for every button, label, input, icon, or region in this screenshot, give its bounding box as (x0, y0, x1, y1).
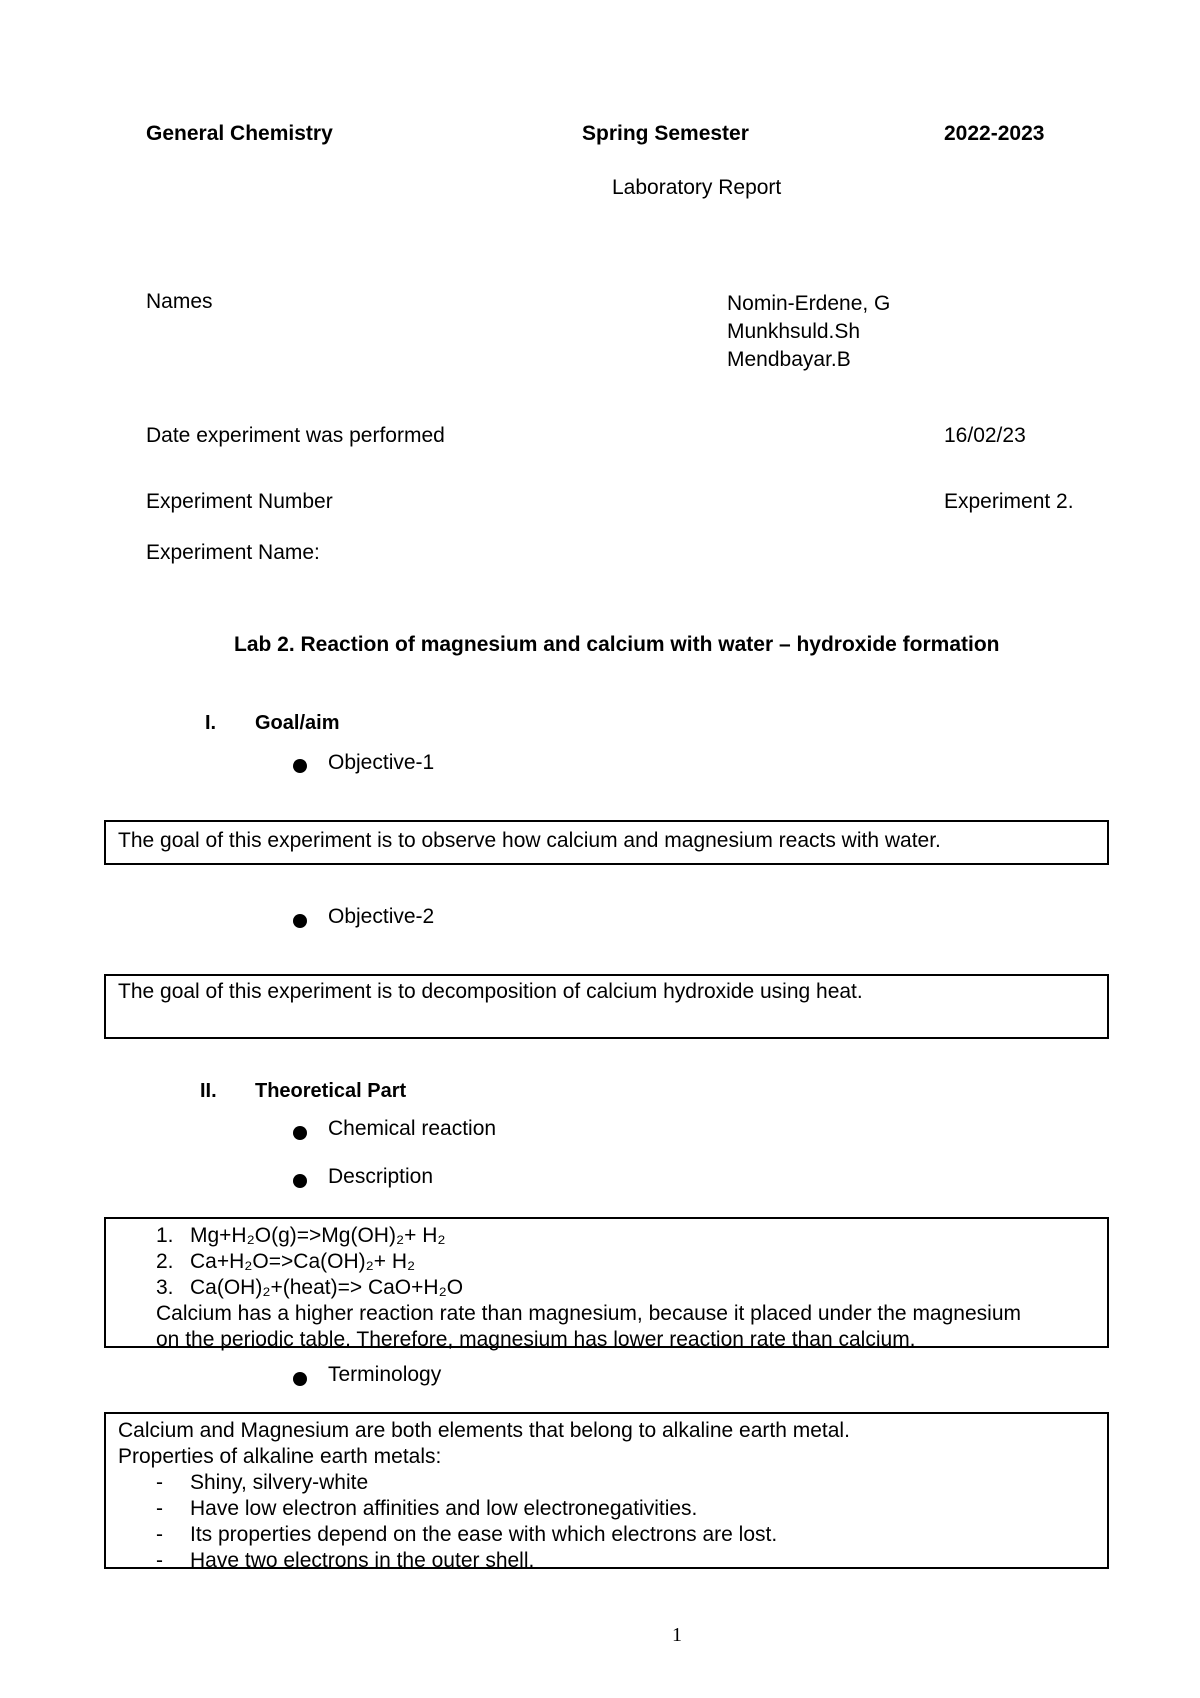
names-label: Names (146, 290, 213, 313)
reactions-box (104, 1217, 1109, 1351)
lab-title: Lab 2. Reaction of magnesium and calcium with water – hydroxide formation (234, 633, 1000, 656)
name-item: Munkhsuld.Sh (727, 320, 861, 343)
reaction-list (156, 1223, 463, 1301)
bullet-icon (293, 1372, 307, 1386)
property-item: - Have two electrons in the outer shell. (156, 1549, 535, 1572)
objective-2-text: The goal of this experiment is to decomposition of calcium hydroxide using heat. (118, 980, 863, 1003)
terminology-intro: Calcium and Magnesium are both elements that belong to alkaline earth metal. (118, 1419, 850, 1442)
experiment-number-value: Experiment 2. (944, 490, 1074, 513)
section-2-numeral: II. (200, 1080, 217, 1102)
date-value: 16/02/23 (944, 424, 1026, 447)
name-item: Mendbayar.B (727, 348, 851, 371)
name-item: Nomin-Erdene, G (727, 292, 891, 315)
reaction-item: 1. Mg+H₂O(g)=>Mg(OH)₂+ H₂ (156, 1224, 446, 1247)
objective-2-label: Objective-2 (328, 905, 435, 928)
bullet-icon (293, 759, 307, 773)
explanation-line-1: Calcium has a higher reaction rate than magnesium, because it placed under the magnesium (156, 1302, 1021, 1325)
bullet-icon (293, 914, 307, 928)
reaction-item: 2. Ca+H₂O=>Ca(OH)₂+ H₂ (156, 1250, 416, 1273)
report-title: Laboratory Report (612, 176, 782, 199)
description-label: Description (328, 1165, 434, 1188)
objective-1-box (104, 820, 1109, 865)
bullet-icon (293, 1174, 307, 1188)
terminology-box (104, 1412, 1109, 1572)
names-list (727, 290, 890, 374)
semester-title: Spring Semester (582, 122, 749, 145)
property-item: - Have low electron affinities and low electronegativities. (156, 1497, 698, 1520)
objective-1-text: The goal of this experiment is to observe how calcium and magnesium reacts with water. (118, 829, 941, 852)
date-label: Date experiment was performed (146, 424, 445, 447)
objective-2-box (104, 974, 1109, 1039)
section-2-title: Theoretical Part (255, 1080, 407, 1102)
terminology-label: Terminology (328, 1363, 442, 1386)
terminology-props-label: Properties of alkaline earth metals: (118, 1445, 442, 1468)
property-item: - Its properties depend on the ease with which electrons are lost. (156, 1523, 778, 1546)
bullet-icon (293, 1126, 307, 1140)
property-item: - Shiny, silvery-white (156, 1471, 369, 1494)
explanation-line-2: on the periodic table. Therefore, magnesium has lower reaction rate than calcium. (156, 1328, 916, 1351)
experiment-number-label: Experiment Number (146, 490, 333, 513)
page-number: 1 (672, 1624, 682, 1646)
chemical-reaction-label: Chemical reaction (328, 1117, 497, 1140)
course-title: General Chemistry (146, 122, 333, 145)
section-1-title: Goal/aim (255, 712, 340, 734)
reaction-item: 3. Ca(OH)₂+(heat)=> CaO+H₂O (156, 1276, 464, 1299)
properties-list (118, 1470, 777, 1574)
academic-year: 2022-2023 (944, 122, 1045, 145)
experiment-name-label: Experiment Name: (146, 541, 320, 564)
section-1-numeral: I. (205, 712, 217, 734)
objective-1-label: Objective-1 (328, 751, 435, 774)
